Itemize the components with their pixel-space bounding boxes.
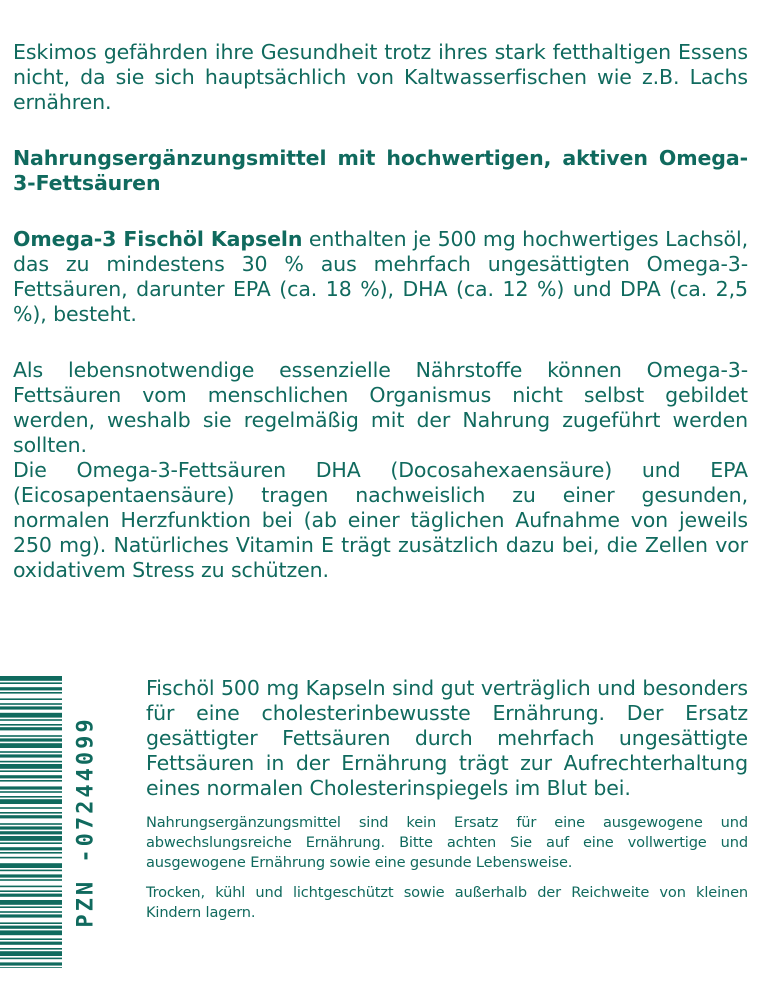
- barcode: [0, 676, 62, 968]
- label-text-block: [13, 40, 748, 583]
- spacer: [13, 327, 748, 358]
- heart-paragraph: Die Omega-3-Fettsäuren DHA (Docosahexaensäure) und EPA (Eicosapentaensäure) tragen nachweislich zu einer gesunden, normalen Herzfunktion bei (ab einer täglichen Aufnahme von jeweils 250 mg). Natürliches Vitamin E trägt zusätzlich dazu bei, die Zellen vor oxidativem Stress zu schützen.: [13, 458, 748, 582]
- product-name: Omega-3 Fischöl Kapseln: [13, 227, 303, 251]
- side-text-block: [146, 676, 748, 923]
- storage-paragraph: Trocken, kühl und lichtgeschützt sowie außerhalb der Reichweite von kleinen Kindern lagern.: [146, 884, 748, 921]
- section-heading: Nahrungsergänzungsmittel mit hochwertigen, aktiven Omega-3-Fettsäuren: [13, 146, 748, 195]
- pzn-text: PZN -07244099: [73, 716, 99, 928]
- spacer: [13, 196, 748, 227]
- intro-paragraph: Eskimos gefährden ihre Gesundheit trotz ihres stark fetthaltigen Essens nicht, da sie sich hauptsächlich von Kaltwasserfischen wie z.B. Lachs ernähren.: [13, 40, 748, 114]
- disclaimer-paragraph: Nahrungsergänzungsmittel sind kein Ersatz für eine ausgewogene und abwechslungsreiche Ernährung. Bitte achten Sie auf eine vollwertige und ausgewogene Ernährung sowie eine gesunde Lebensweise.: [146, 814, 748, 871]
- product-description: enthalten je 500 mg hochwertiges Lachsöl, das zu mindestens 30 % aus mehrfach ungesättigten Omega-3-Fettsäuren, darunter EPA (ca. 18 %), DHA (ca. 12 %) und DPA (ca. 2,5 %), besteht.: [13, 227, 748, 326]
- spacer: [13, 115, 748, 146]
- cholesterol-paragraph: Fischöl 500 mg Kapseln sind gut verträglich und besonders für eine cholesterinbewusste Ernährung. Der Ersatz gesättigter Fettsäuren durch mehrfach ungesättigte Fettsäuren in der Ernährung trägt zur Aufrechterhaltung eines normalen Cholesterinspiegels im Blut bei.: [146, 676, 748, 800]
- essential-paragraph: Als lebensnotwendige essenzielle Nährstoffe können Omega-3-Fettsäuren vom menschlichen Organismus nicht selbst gebildet werden, weshalb sie regelmäßig mit der Nahrung zugeführt werden sollten.: [13, 358, 748, 457]
- product-paragraph: [13, 227, 748, 327]
- pzn-code: [68, 676, 104, 968]
